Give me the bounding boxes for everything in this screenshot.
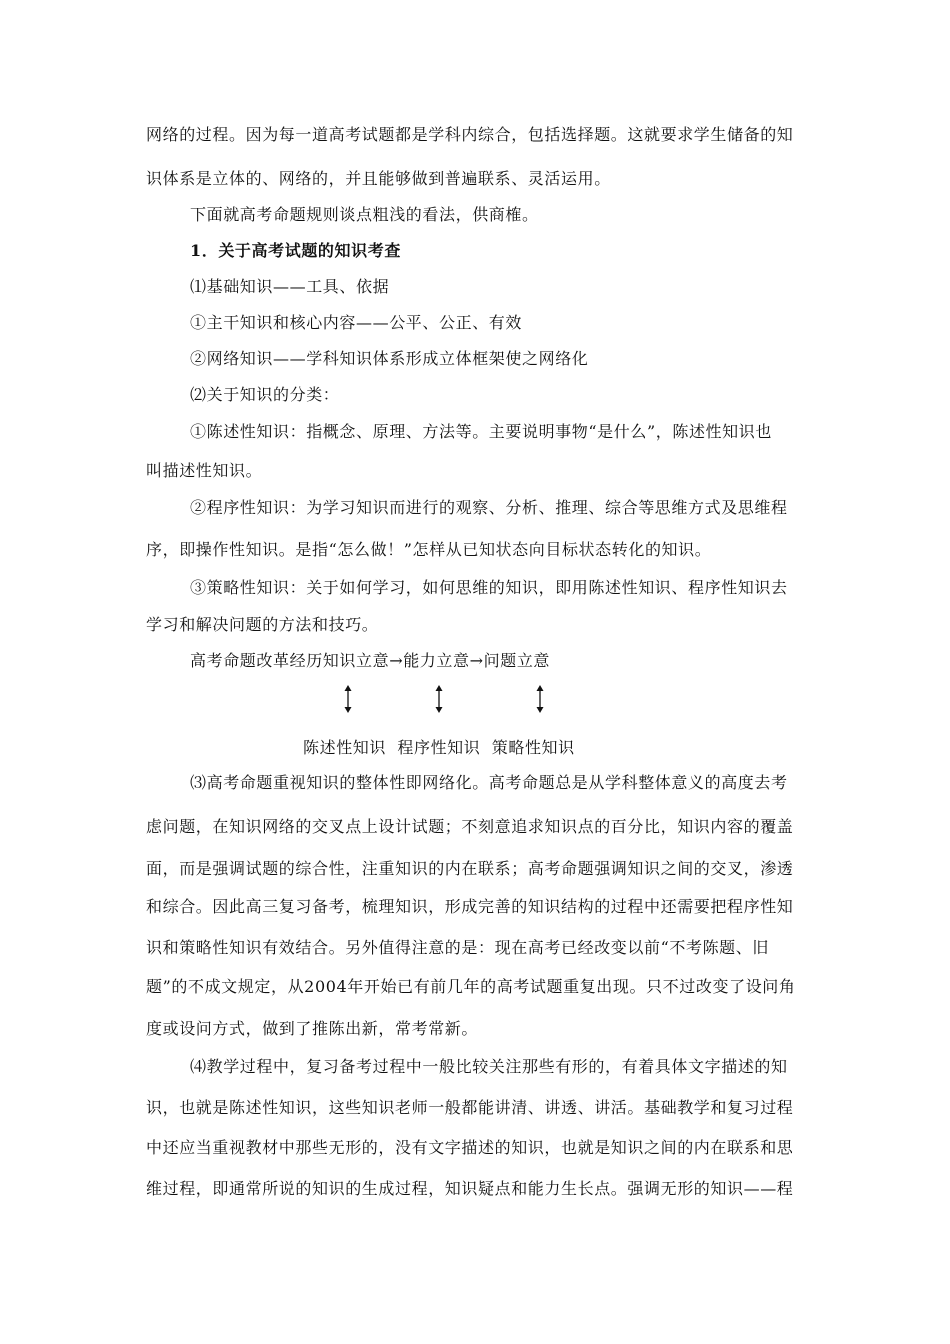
list-item: ⑵关于知识的分类： bbox=[190, 385, 340, 404]
paragraph-line: 度或设问方式，做到了推陈出新，常考常新。 bbox=[146, 1019, 479, 1038]
paragraph-line: ⑷教学过程中，复习备考过程中一般比较关注那些有形的，有着具体文字描述的知 bbox=[190, 1057, 788, 1076]
paragraph-line: 序，即操作性知识。是指“怎么做！”怎样从已知状态向目标状态转化的知识。 bbox=[146, 540, 712, 559]
list-item: ⑴基础知识——工具、依据 bbox=[190, 277, 390, 296]
double-arrow-icon bbox=[534, 684, 546, 714]
paragraph-line: 面，而是强调试题的综合性，注重知识的内在联系；高考命题强调知识之间的交叉，渗透 bbox=[146, 859, 794, 878]
paragraph-line: 识，也就是陈述性知识，这些知识老师一般都能讲清、讲透、讲活。基础教学和复习过程 bbox=[146, 1098, 794, 1117]
paragraph-line: 识体系是立体的、网络的，并且能够做到普遍联系、灵活运用。 bbox=[146, 169, 611, 188]
paragraph-line: 虑问题，在知识网络的交叉点上设计试题；不刻意追求知识点的百分比，知识内容的覆盖 bbox=[146, 817, 794, 836]
paragraph-line: 题”的不成文规定，从2004年开始已有前几年的高考试题重复出现。只不过改变了设问角 bbox=[146, 977, 796, 996]
section-heading: 1．关于高考试题的知识考查 bbox=[190, 241, 401, 260]
diagram-labels: 陈述性知识 程序性知识 策略性知识 bbox=[303, 738, 575, 757]
paragraph-line: ②程序性知识：为学习知识而进行的观察、分析、推理、综合等思维方式及思维程 bbox=[190, 498, 788, 517]
paragraph-line: 网络的过程。因为每一道高考试题都是学科内综合，包括选择题。这就要求学生储备的知 bbox=[146, 125, 794, 144]
paragraph-line: 识和策略性知识有效结合。另外值得注意的是：现在高考已经改变以前“不考陈题、旧 bbox=[146, 938, 769, 957]
paragraph-line: 学习和解决问题的方法和技巧。 bbox=[146, 615, 379, 634]
double-arrow-icon bbox=[342, 684, 354, 714]
double-arrow-icon bbox=[433, 684, 445, 714]
paragraph-line: ③策略性知识：关于如何学习，如何思维的知识，即用陈述性知识、程序性知识去 bbox=[190, 578, 788, 597]
paragraph-line: 和综合。因此高三复习备考，梳理知识，形成完善的知识结构的过程中还需要把程序性知 bbox=[146, 897, 794, 916]
paragraph-line: 中还应当重视教材中那些无形的，没有文字描述的知识，也就是知识之间的内在联系和思 bbox=[146, 1138, 794, 1157]
paragraph-line: ①陈述性知识：指概念、原理、方法等。主要说明事物“是什么”，陈述性知识也 bbox=[190, 422, 772, 441]
paragraph-line: 维过程，即通常所说的知识的生成过程，知识疑点和能力生长点。强调无形的知识——程 bbox=[146, 1179, 794, 1198]
list-item: ②网络知识——学科知识体系形成立体框架使之网络化 bbox=[190, 349, 589, 368]
paragraph-line: ⑶高考命题重视知识的整体性即网络化。高考命题总是从学科整体意义的高度去考 bbox=[190, 773, 788, 792]
paragraph-line: 下面就高考命题规则谈点粗浅的看法，供商榷。 bbox=[190, 205, 539, 224]
list-item: ①主干知识和核心内容——公平、公正、有效 bbox=[190, 313, 523, 332]
diagram-heading: 高考命题改革经历知识立意→能力立意→问题立意 bbox=[190, 651, 551, 670]
paragraph-line: 叫描述性知识。 bbox=[146, 461, 263, 480]
